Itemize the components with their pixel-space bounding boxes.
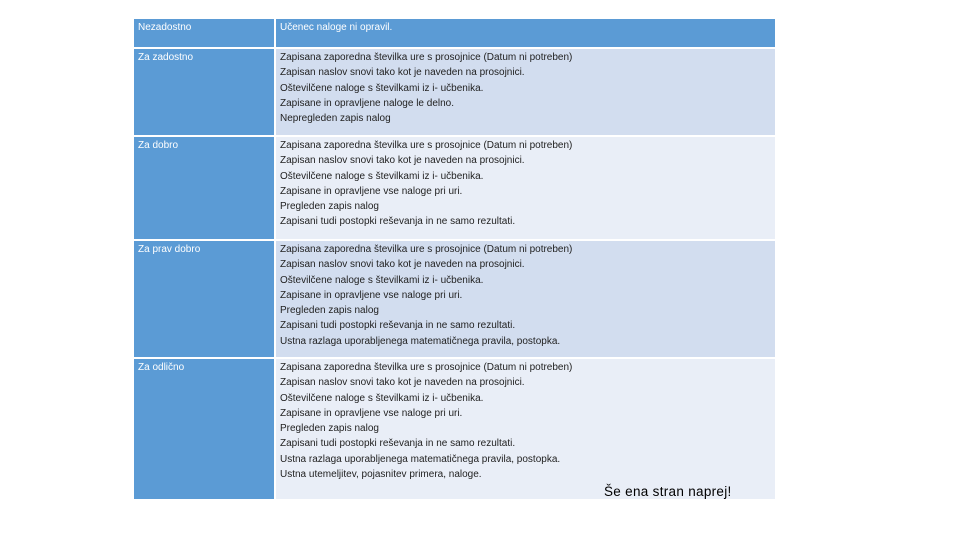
table-row [133,18,776,48]
criteria-line: Zapisan naslov snovi tako kot je naveden na prosojnici. [280,155,525,167]
table-row [133,240,776,358]
criteria-line: Pregleden zapis nalog [280,201,379,213]
grade-label: Za dobro [133,136,275,240]
criteria-line: Zapisani tudi postopki reševanja in ne samo rezultati. [280,216,516,228]
table-row [133,358,776,500]
grade-label: Za odlično [133,358,275,500]
criteria-cell [275,18,776,48]
criteria-line: Ustna razlaga uporabljenega matematičnega pravila, postopka. [280,453,561,465]
criteria-line: Zapisana zaporedna številka ure s prosojnice (Datum ni potreben) [280,362,573,373]
criteria-line: Oštevilčene naloge s številkami iz i- učbenika. [280,392,484,404]
grade-label: Za prav dobro [133,240,275,358]
grade-label: Nezadostno [133,18,275,48]
criteria-line: Zapisane in opravljene vse naloge pri uri. [280,407,463,419]
criteria-line: Zapisane in opravljene naloge le delno. [280,97,455,109]
criteria-line: Pregleden zapis nalog [280,423,379,435]
criteria-line: Zapisane in opravljene vse naloge pri uri. [280,185,463,197]
criteria-line: Ustna razlaga uporabljenega matematičnega pravila, postopka. [280,335,561,347]
table-row [133,48,776,136]
criteria-line: Oštevilčene naloge s številkami iz i- učbenika. [280,170,484,182]
criteria-line: Zapisana zaporedna številka ure s prosojnice (Datum ni potreben) [280,52,573,63]
criteria-line: Oštevilčene naloge s številkami iz i- učbenika. [280,274,484,286]
criteria-cell [275,240,776,358]
criteria-line: Zapisane in opravljene vse naloge pri uri. [280,289,463,301]
criteria-line: Zapisan naslov snovi tako kot je naveden na prosojnici. [280,67,525,79]
criteria-line: Učenec naloge ni opravil. [280,22,393,33]
criteria-line: Zapisana zaporedna številka ure s prosojnice (Datum ni potreben) [280,244,573,255]
criteria-line: Zapisana zaporedna številka ure s prosojnice (Datum ni potreben) [280,140,573,151]
criteria-line: Zapisan naslov snovi tako kot je naveden na prosojnici. [280,377,525,389]
next-page-note: Še ena stran naprej! [604,484,732,499]
criteria-cell [275,358,776,500]
criteria-cell [275,136,776,240]
criteria-line: Oštevilčene naloge s številkami iz i- učbenika. [280,82,484,94]
criteria-line: Zapisani tudi postopki reševanja in ne samo rezultati. [280,320,516,332]
criteria-line: Pregleden zapis nalog [280,305,379,317]
criteria-cell [275,48,776,136]
criteria-line: Zapisan naslov snovi tako kot je naveden na prosojnici. [280,259,525,271]
table-row [133,136,776,240]
grade-label: Za zadostno [133,48,275,136]
criteria-line: Ustna utemeljitev, pojasnitev primera, naloge. [280,469,482,481]
criteria-line: Zapisani tudi postopki reševanja in ne samo rezultati. [280,438,516,450]
grading-criteria-table [132,17,777,501]
criteria-line: Nepregleden zapis nalog [280,113,391,125]
